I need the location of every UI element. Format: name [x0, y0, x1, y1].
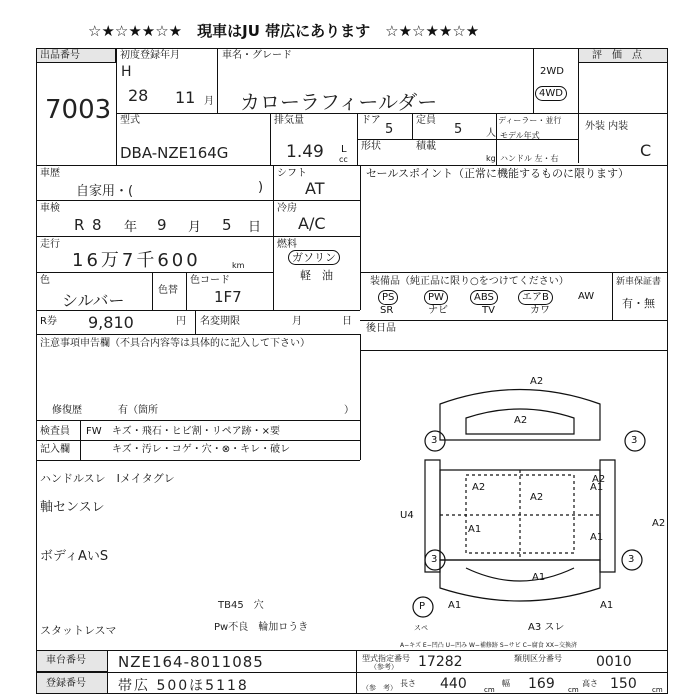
repair-close: ） [344, 405, 354, 416]
post-entry-label: 後日品 [366, 323, 396, 334]
damage-mark-1: A2 [530, 376, 544, 387]
width-unit: cm [568, 686, 579, 694]
length-label: 長さ [400, 679, 416, 688]
remark-5: Pw不良 輪加ロうき [214, 622, 309, 633]
chassis-number: NZE164-8011085 [118, 653, 264, 671]
color-label: 色 [40, 275, 50, 286]
recycle-value: 9,810 [88, 313, 134, 332]
remark-4: TB45 穴 [218, 600, 264, 611]
remark-1: ハンドルスレ Iメイタグレ [40, 472, 175, 485]
sales-point-label: セールスポイント（正常に機能するものに限ります） [366, 167, 630, 180]
history-value: 自家用・( [76, 184, 134, 199]
cert-label: 型式指定番号 [362, 654, 410, 663]
exterior-interior-label: 外装 内装 [585, 121, 629, 132]
car-name: カローラフィールダー [240, 90, 438, 114]
mileage-unit: km [232, 261, 245, 270]
drive-2wd: 2WD [540, 66, 564, 77]
plate-label: 登録番号 [46, 678, 86, 689]
inspection-month: 9 [157, 216, 167, 234]
notes-label: 注意事項申告欄（不具合内容等は具体的に記入して下さい） [40, 338, 310, 349]
damage-mark-6: A1 [590, 482, 604, 493]
damage-legend: A−キズ E−凹凸 U−凹み W−補修跡 S−サビ C−腐食 XX−交換済 [400, 642, 577, 649]
damage-mark-15: A1 [600, 600, 614, 611]
aircon-value: A/C [298, 214, 326, 233]
inspection-year-unit: 年 [124, 220, 138, 235]
inspection-era: R [74, 216, 85, 234]
name-change-day: 日 [342, 316, 352, 327]
name-change-label: 名変期限 [200, 316, 240, 327]
doors-label: ドア [361, 115, 381, 126]
equip-airbag: エアB [518, 290, 553, 305]
equip-navi: ナビ [428, 305, 448, 316]
inspector-legend: キズ・飛石・ヒビ割・リペア跡・×要 [112, 426, 280, 437]
equip-pw: PW [424, 290, 448, 305]
displacement-label: 排気量 [274, 115, 304, 126]
model-label: 型式 [120, 115, 140, 126]
damage-mark-5: A2 [472, 482, 486, 493]
fuel-label: 燃料 [277, 239, 297, 250]
model-year-label: モデル年式 [500, 131, 540, 140]
shift-label: シフト [277, 168, 307, 179]
damage-mark-16: A3 スレ [528, 622, 565, 633]
damage-mark-8: A1 [468, 524, 482, 535]
remark-6: スタットレスマ [40, 624, 117, 637]
equip-aw: AW [578, 291, 595, 302]
length-value: 440 [440, 676, 467, 692]
capacity-unit: 人 [486, 128, 496, 139]
damage-mark-18: A2 [652, 518, 666, 529]
load-label: 積載 [416, 141, 436, 152]
aircon-label: 冷房 [277, 203, 297, 214]
spare-tire-sub: スペ [414, 624, 428, 632]
shape-label: 形状 [361, 141, 381, 152]
doors-value: 5 [385, 122, 394, 137]
drive-4wd: 4WD [535, 86, 567, 101]
equip-abs: ABS [470, 290, 498, 305]
mileage-label: 走行 [40, 239, 60, 250]
chassis-label: 車台番号 [46, 655, 86, 666]
repair-label: 修復歴 [52, 405, 82, 416]
recycle-label: R券 [40, 316, 57, 327]
inspector-value: FW [86, 426, 102, 437]
color-code-label: 色コード [190, 275, 230, 286]
marks-label: 記入欄 [40, 444, 70, 455]
car-label: 車名・グレード [222, 50, 292, 61]
warranty-label: 新車保証書 [616, 277, 662, 287]
damage-mark-9: A1 [590, 532, 604, 543]
damage-mark-17: U4 [400, 510, 414, 521]
history-close: ) [258, 180, 264, 195]
history-label: 車歴 [40, 168, 60, 179]
page-title: ☆★☆★★☆★ 現車はJU 帯広にあります ☆★☆★★☆★ [88, 22, 480, 40]
fuel-diesel: 軽 油 [300, 269, 333, 282]
cert-value: 17282 [418, 654, 463, 670]
capacity-value: 5 [454, 122, 463, 137]
fuel-gasoline: ガソリン [288, 250, 340, 265]
dims-ref-label: （参 考） [362, 684, 397, 692]
recycle-unit: 円 [176, 316, 186, 327]
marks-legend: キズ・汚レ・コゲ・穴・⊗・キレ・破レ [112, 444, 291, 455]
shift-value: AT [305, 179, 325, 198]
equip-ps: PS [378, 290, 398, 305]
damage-mark-10: A1 [532, 572, 546, 583]
exterior-interior-grade: C [640, 141, 652, 160]
model-code: DBA-NZE164G [120, 144, 229, 162]
dealer-label: ディーラー・並行 [498, 116, 562, 125]
registration-month-unit: 月 [204, 96, 214, 107]
equip-leather: カワ [530, 305, 550, 316]
registration-label: 初度登録年月 [120, 50, 180, 61]
capacity-label: 定員 [416, 115, 436, 126]
displacement-value: 1.49 [286, 142, 324, 162]
displacement-unit: L [341, 144, 347, 155]
equipment-label: 装備品（純正品に限り○をつけてください） [370, 276, 569, 287]
inspection-day-unit: 日 [248, 220, 262, 235]
color-code-value: 1F7 [214, 288, 242, 306]
mileage-value: 16万7千600 [72, 250, 201, 271]
rating-label: 評 価 点 [592, 50, 642, 61]
damage-mark-4: 3 [631, 435, 638, 446]
registration-year: 28 [128, 86, 149, 105]
class-value: 0010 [596, 654, 632, 670]
lot-number: 7003 [45, 95, 112, 125]
remark-2: 軸センスレ [40, 500, 105, 515]
load-unit: kg [486, 154, 496, 163]
class-label: 類別区分番号 [514, 654, 562, 663]
damage-mark-7: A2 [530, 492, 544, 503]
length-unit: cm [484, 686, 495, 694]
plate-number: 帯広 500ほ5118 [118, 678, 249, 694]
height-value: 150 [610, 676, 637, 692]
cert-sub: （参考） [370, 663, 398, 671]
inspection-year: 8 [92, 216, 102, 234]
damage-mark-11: A2 [592, 474, 606, 485]
inspector-label: 検査員 [40, 426, 70, 437]
inspection-day: 5 [222, 216, 232, 234]
width-label: 幅 [502, 679, 510, 688]
repair-value: 有（箇所 [118, 405, 158, 416]
height-label: 高さ [582, 679, 598, 688]
handle-label: ハンドル 左・右 [500, 154, 559, 163]
lot-label: 出品番号 [40, 50, 80, 61]
registration-era: H [121, 64, 132, 80]
damage-mark-14: A1 [448, 600, 462, 611]
displacement-unit-cc: cc [339, 155, 348, 164]
inspection-month-unit: 月 [188, 220, 202, 235]
damage-mark-2: A2 [514, 415, 528, 426]
color-change-label: 色替 [158, 285, 178, 296]
damage-mark-3: 3 [431, 435, 438, 446]
damage-mark-12: 3 [431, 554, 438, 565]
name-change-month: 月 [292, 316, 302, 327]
color-value: シルバー [62, 291, 125, 310]
damage-mark-13: 3 [628, 554, 635, 565]
height-unit: cm [652, 686, 663, 694]
equip-sr: SR [380, 305, 394, 316]
registration-month: 11 [175, 88, 196, 107]
spare-tire-mark: P [419, 601, 426, 612]
width-value: 169 [528, 676, 555, 692]
inspection-label: 車検 [40, 203, 60, 214]
equip-tv: TV [482, 305, 495, 316]
remark-3: ボディAいS [40, 549, 109, 564]
warranty-value: 有・無 [622, 297, 655, 310]
